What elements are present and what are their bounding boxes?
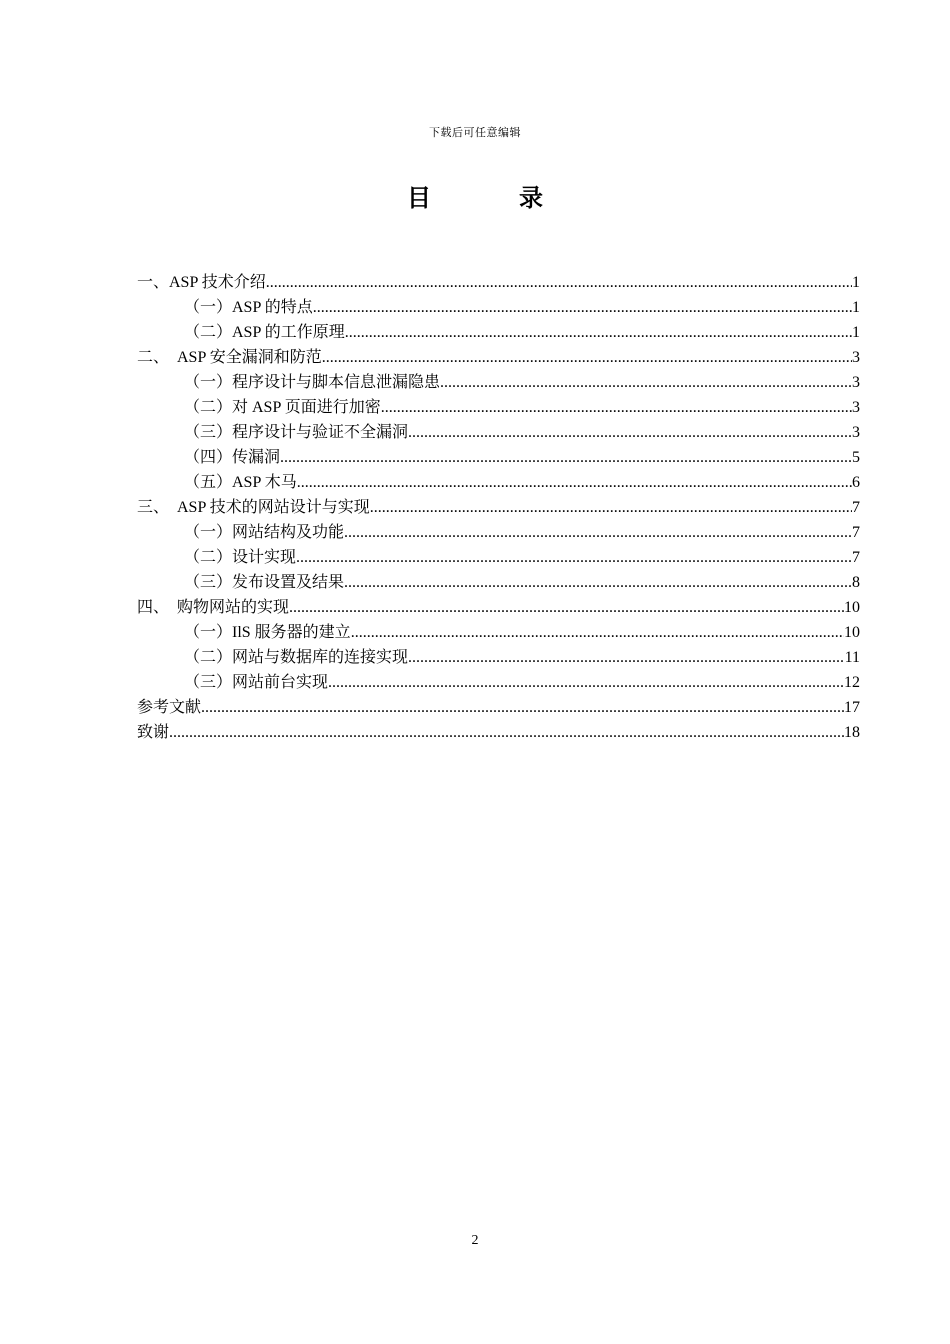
toc-dot-leader — [266, 270, 852, 295]
toc-entry-title: （三）网站前台实现 — [184, 674, 329, 691]
toc-dot-leader — [313, 295, 852, 320]
toc-dot-leader — [344, 520, 852, 545]
toc-entry-title: 三、 ASP 技术的网站设计与实现 — [137, 499, 370, 516]
toc-entry[interactable] — [137, 295, 860, 320]
toc-entry-page: 3 — [852, 399, 860, 416]
toc-entry[interactable] — [137, 320, 860, 345]
toc-entry[interactable] — [137, 420, 860, 445]
toc-entry[interactable] — [137, 445, 860, 470]
toc-dot-leader — [297, 470, 852, 495]
toc-entry-page: 7 — [852, 499, 860, 516]
toc-entry-title: 致谢 — [137, 724, 170, 741]
toc-entry-title: （五）ASP 木马 — [184, 474, 297, 491]
toc-entry-page: 10 — [844, 599, 860, 616]
toc-dot-leader — [408, 420, 852, 445]
toc-entry-title: （四）传漏洞 — [184, 449, 281, 466]
toc-entry[interactable] — [137, 720, 860, 745]
toc-entry-title: 参考文献 — [137, 699, 202, 716]
toc-entry-title: （一）网站结构及功能 — [184, 524, 345, 541]
toc-entry-title: 四、 购物网站的实现 — [137, 599, 290, 616]
toc-dot-leader — [344, 570, 852, 595]
toc-entry-page: 3 — [852, 424, 860, 441]
toc-entry-title: （三）程序设计与验证不全漏洞 — [184, 424, 409, 441]
toc-entry-page: 11 — [844, 649, 860, 666]
toc-entry-page: 7 — [852, 524, 860, 541]
toc-dot-leader — [328, 670, 844, 695]
toc-entry[interactable] — [137, 470, 860, 495]
toc-entry-page: 17 — [844, 699, 860, 716]
toc-entry-page: 3 — [852, 374, 860, 391]
toc-dot-leader — [322, 345, 852, 370]
toc-entry-title: 二、 ASP 安全漏洞和防范 — [137, 349, 322, 366]
toc-title: 目 录 — [407, 184, 575, 212]
toc-dot-leader — [351, 620, 844, 645]
toc-entry-title: （二）设计实现 — [184, 549, 297, 566]
page-number: 2 — [471, 1233, 479, 1248]
toc-entry-title: （二）对 ASP 页面进行加密 — [184, 399, 381, 416]
toc-entry-title: （二）ASP 的工作原理 — [184, 324, 345, 341]
toc-entry-page: 6 — [852, 474, 860, 491]
toc-entry-page: 12 — [844, 674, 860, 691]
toc-dot-leader — [440, 370, 852, 395]
toc-dot-leader — [381, 395, 852, 420]
toc-entry[interactable] — [137, 645, 860, 670]
toc-entry[interactable] — [137, 345, 860, 370]
toc-entry-page: 1 — [852, 274, 860, 291]
toc-dot-leader — [296, 545, 852, 570]
toc-entry[interactable] — [137, 620, 860, 645]
toc-entry[interactable] — [137, 370, 860, 395]
toc-entry[interactable] — [137, 545, 860, 570]
toc-entry-title: （三）发布设置及结果 — [184, 574, 345, 591]
toc-dot-leader — [408, 645, 845, 670]
toc-entry-page: 5 — [852, 449, 860, 466]
toc-entry[interactable] — [137, 595, 860, 620]
table-of-contents — [137, 270, 860, 745]
toc-dot-leader — [345, 320, 852, 345]
toc-dot-leader — [201, 695, 844, 720]
toc-dot-leader — [280, 445, 852, 470]
toc-entry[interactable] — [137, 270, 860, 295]
toc-entry-page: 7 — [852, 549, 860, 566]
toc-entry-title: （二）网站与数据库的连接实现 — [184, 649, 409, 666]
toc-entry[interactable] — [137, 670, 860, 695]
header-note: 下载后可任意编辑 — [429, 127, 521, 139]
toc-entry-page: 18 — [844, 724, 860, 741]
toc-dot-leader — [289, 595, 844, 620]
toc-entry[interactable] — [137, 695, 860, 720]
toc-entry-title: 一、ASP 技术介绍 — [137, 274, 266, 291]
toc-entry[interactable] — [137, 495, 860, 520]
toc-entry-title: （一）程序设计与脚本信息泄漏隐患 — [184, 374, 441, 391]
toc-dot-leader — [169, 720, 844, 745]
toc-entry[interactable] — [137, 570, 860, 595]
toc-entry-page: 10 — [844, 624, 860, 641]
toc-entry-page: 1 — [852, 324, 860, 341]
toc-entry-title: （一）ASP 的特点 — [184, 299, 313, 316]
toc-dot-leader — [370, 495, 852, 520]
toc-entry[interactable] — [137, 520, 860, 545]
toc-entry-page: 3 — [852, 349, 860, 366]
toc-entry-page: 8 — [852, 574, 860, 591]
toc-entry-title: （一）IlS 服务器的建立 — [184, 624, 351, 641]
toc-entry-page: 1 — [852, 299, 860, 316]
toc-entry[interactable] — [137, 395, 860, 420]
